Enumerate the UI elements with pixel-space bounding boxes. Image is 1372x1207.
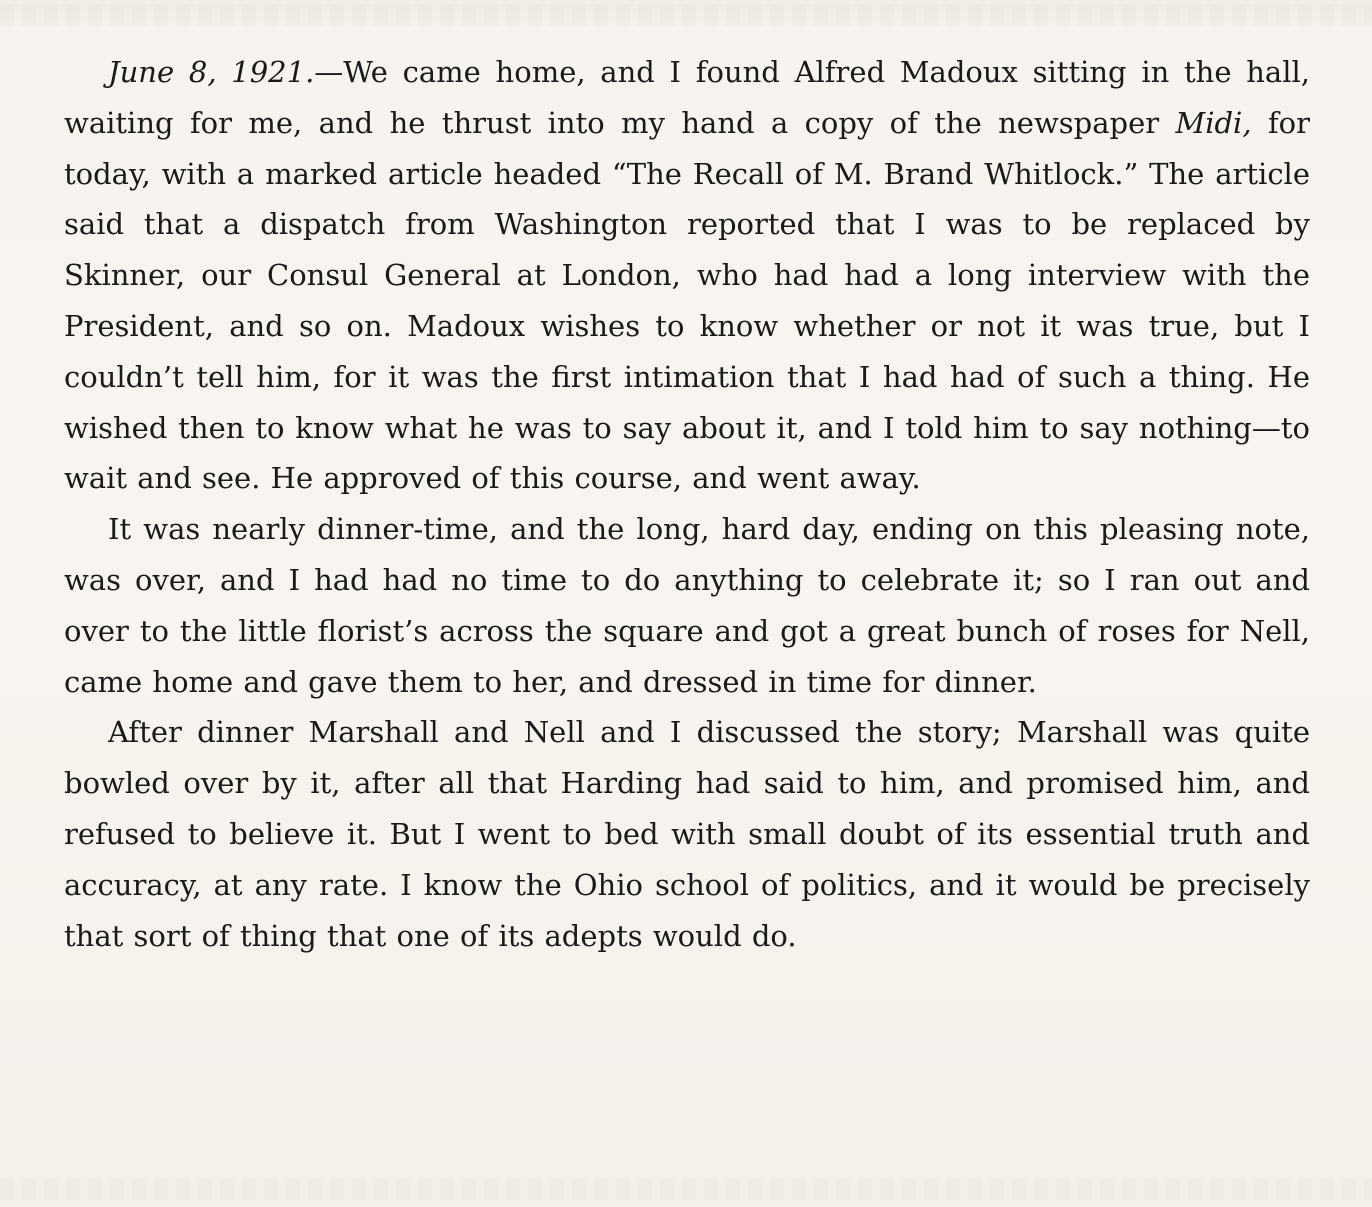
paragraph-1: [64, 47, 1310, 504]
dateline: June 8, 1921.: [108, 55, 315, 89]
paragraph-2: It was nearly dinner-time, and the long, hard day, ending on this pleasing note, was over, and I had had no time to do anything to celebrate it; so I ran out and over to the little florist’s across the square and got a great bunch of roses for Nell, came home and gave them to her, and dressed in time for dinner.: [64, 512, 1310, 699]
show-through-bottom: [0, 1178, 1372, 1200]
paragraph-1-segment-2: for today, with a marked article headed “The Recall of M. Brand Whitlock.” The article said that a dispatch from Washington reported that I was to be replaced by Skinner, our Consul General at London, who had had a long interview with the President, and so on. Madoux wishes to know whether or not it was true, but I couldn’t tell him, for it was the first intimation that I had had of such a thing. He wished then to know what he was to say about it, and I told him to say nothing—to wait and see. He approved of this course, and went away.: [64, 105, 1310, 496]
diary-text: [64, 47, 1310, 961]
paragraph-3: After dinner Marshall and Nell and I discussed the story; Marshall was quite bowled over by it, after all that Harding had said to him, and promised him, and refused to believe it. But I went to bed with small doubt of its essential truth and accuracy, at any rate. I know the Ohio school of politics, and it would be precisely that sort of thing that one of its adepts would do.: [64, 715, 1310, 953]
paragraph-1-segment-1: —We came home, and I found Alfred Madoux sitting in the hall, waiting for me, and he thrust into my hand a copy of the newspaper: [64, 55, 1310, 140]
show-through-top: [0, 4, 1372, 26]
newspaper-title: Midi,: [1175, 105, 1252, 140]
